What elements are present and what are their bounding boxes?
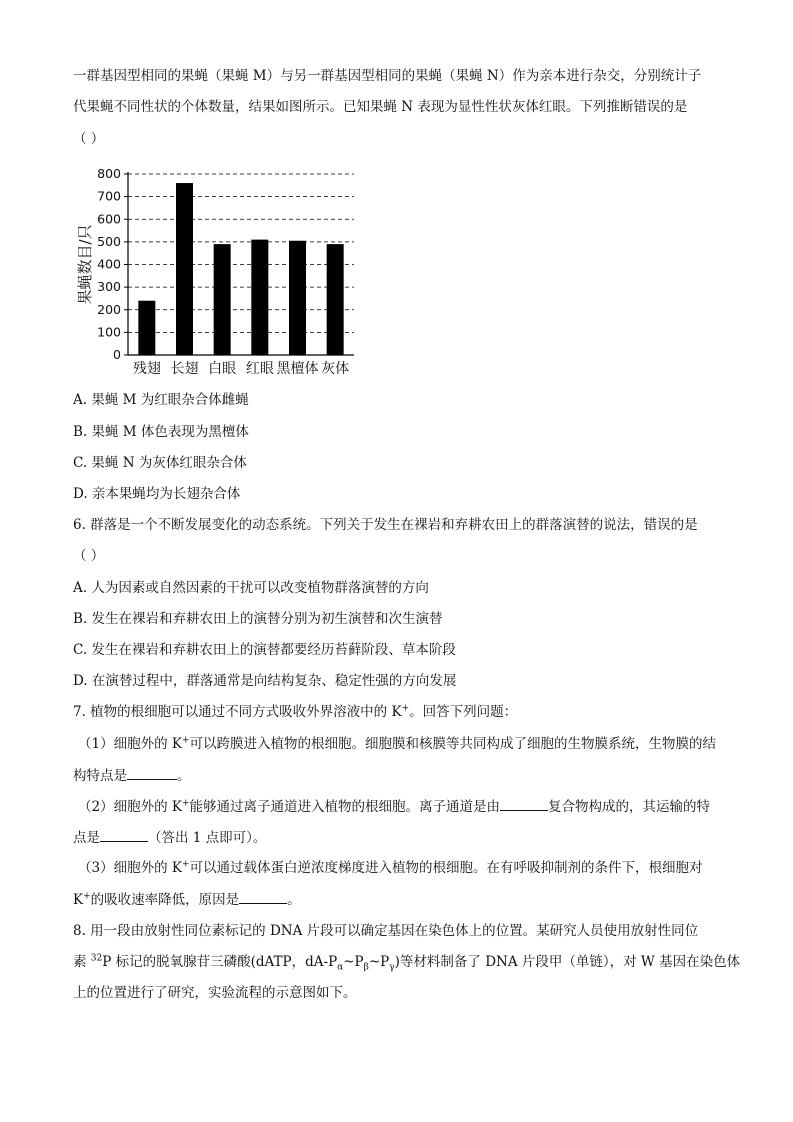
q7-stem: 7. 植物的根细胞可以通过不同方式吸收外界溶液中的 K+。回答下列问题： bbox=[73, 703, 518, 720]
q5-option-c: C. 果蝇 N 为灰体红眼杂合体 bbox=[73, 455, 247, 471]
answer-blank[interactable] bbox=[127, 765, 177, 780]
y-tick-label: 400 bbox=[97, 256, 121, 272]
y-tick-label: 600 bbox=[97, 211, 121, 227]
q5-option-b: B. 果蝇 M 体色表现为黑檀体 bbox=[73, 424, 249, 440]
bar bbox=[327, 244, 344, 355]
y-tick-label: 200 bbox=[97, 301, 121, 317]
bar bbox=[138, 301, 155, 355]
q7-part-1-line-1: （1）细胞外的 K+可以跨膜进入植物的根细胞。细胞膜和核膜等共同构成了细胞的生物膜系统，生物膜的结 bbox=[78, 735, 717, 752]
bar bbox=[176, 183, 193, 355]
bar-chart bbox=[70, 160, 370, 380]
q5-stem-line-2: 代果蝇不同性状的个体数量，结果如图所示。已知果蝇 N 表现为显性性状灰体红眼。下列推断错误的是 bbox=[73, 99, 688, 115]
y-tick-label: 500 bbox=[97, 233, 121, 249]
q6-stem: 6. 群落是一个不断发展变化的动态系统。下列关于发生在裸岩和弃耕农田上的群落演替的说法，错误的是 bbox=[73, 517, 698, 533]
q6-option-a: A. 人为因素或自然因素的干扰可以改变植物群落演替的方向 bbox=[73, 580, 429, 596]
q7-part-2-line-1: （2）细胞外的 K+能够通过离子通道进入植物的根细胞。离子通道是由 复合物构成的，其运输的特 bbox=[78, 796, 733, 817]
q5-option-d: D. 亲本果蝇均为长翅杂合体 bbox=[73, 486, 241, 502]
y-tick-label: 0 bbox=[113, 347, 121, 362]
y-tick-label: 100 bbox=[97, 324, 121, 340]
chart-bars bbox=[138, 183, 343, 355]
q7-part-3-line-1: （3）细胞外的 K+可以通过载体蛋白逆浓度梯度进入植物的根细胞。在有呼吸抑制剂的条件下，根细胞对 bbox=[78, 859, 703, 876]
q5-answer-paren: （ ） bbox=[73, 131, 105, 147]
bar bbox=[289, 241, 306, 355]
q5-option-a: A. 果蝇 M 为红眼杂合体雌蝇 bbox=[73, 392, 249, 408]
chart-grid bbox=[128, 174, 354, 332]
answer-blank[interactable] bbox=[100, 827, 148, 842]
q6-option-b: B. 发生在裸岩和弃耕农田上的演替分别为初生演替和次生演替 bbox=[73, 611, 443, 627]
category-label: 白眼 bbox=[208, 361, 237, 377]
category-label: 灰体 bbox=[321, 361, 350, 377]
category-label: 残翅 bbox=[132, 361, 161, 377]
category-label: 长翅 bbox=[170, 361, 199, 377]
answer-blank[interactable] bbox=[239, 889, 287, 904]
q6-answer-paren: （ ） bbox=[73, 548, 105, 564]
q8-stem-line-2: 素 $^{32}$P 标记的脱氧腺苷三磷酸(dATP，$dA-P_\alpha\sim P_\beta\sim P_\gamma$)等材料制备了 DNA 片段甲（单链），对 W 基因在染色体 bbox=[73, 953, 741, 973]
q5-stem-line-1: 一群基因型相同的果蝇（果蝇 M）与另一群基因型相同的果蝇（果蝇 N）作为亲本进行杂交，分别统计子 bbox=[73, 68, 702, 84]
answer-blank[interactable] bbox=[500, 796, 548, 811]
q6-option-c: C. 发生在裸岩和弃耕农田上的演替都要经历苔藓阶段、草本阶段 bbox=[73, 642, 456, 658]
chart-y-label: 果蝇数目/只 bbox=[76, 224, 94, 305]
y-tick-label: 800 bbox=[97, 166, 121, 181]
chart-category-labels bbox=[133, 360, 349, 377]
category-label: 黑檀体 bbox=[276, 361, 319, 377]
q6-option-d: D. 在演替过程中，群落通常是向结构复杂、稳定性强的方向发展 bbox=[73, 673, 457, 689]
bar bbox=[251, 240, 268, 355]
category-label: 红眼 bbox=[245, 361, 274, 377]
q8-stem-line-1: 8. 用一段由放射性同位素标记的 DNA 片段可以确定基因在染色体上的位置。某研究人员使用放射性同位 bbox=[73, 923, 699, 939]
bar bbox=[214, 244, 231, 355]
q7-part-1-line-2: 构特点是 。 bbox=[73, 765, 733, 786]
q7-part-2-line-2: 点是 （答出 1 点即可）。 bbox=[73, 827, 733, 848]
y-tick-label: 700 bbox=[97, 188, 121, 204]
y-tick-label: 300 bbox=[97, 279, 121, 295]
q8-stem-line-3: 上的位置进行了研究，实验流程的示意图如下。 bbox=[73, 985, 357, 1001]
q7-part-3-line-2: K+的吸收速率降低，原因是 。 bbox=[73, 889, 733, 910]
chart-y-ticks bbox=[97, 166, 128, 362]
